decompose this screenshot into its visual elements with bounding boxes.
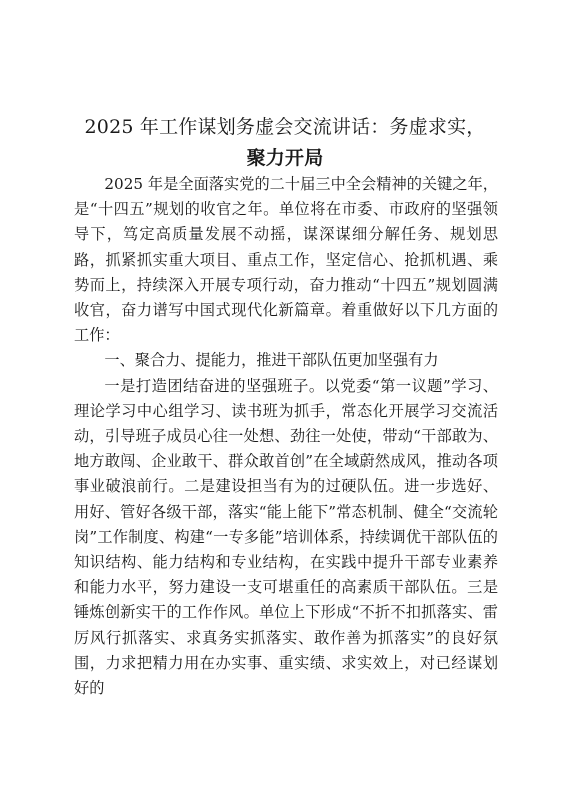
body-paragraph: 一是打造团结奋进的坚强班子。以党委“第一议题”学习、理论学习中心组学习、读书班为抓手，常态化开展学习交流活动，引导班子成员心往一处想、劲往一处使，带动“干部敢为、地方敢闯、企业敢干、群众敢首创”在全域蔚然成风，推动各项事业破浪前行。二是建设担当有为的过硬队伍。进一步选好、用好、管好各级干部，落实“能上能下”常态机制、健全“交流轮岗”工作制度、构建“一专多能”培训体系，持续调优干部队伍的知识结构、能力结构和专业结构，在实践中提升干部专业素养和能力水平，努力建设一支可堪重任的高素质干部队伍。三是锤炼创新实干的工作作风。单位上下形成“不折不扣抓落实、雷厉风行抓落实、求真务实抓落实、敢作善为抓落实”的良好氛围，力求把精力用在办实事、重实绩、求实效上，对已经谋划好的 xyxy=(74,376,498,698)
title-line-1: 2025 年工作谋划务虚会交流讲话：务虚求实， xyxy=(84,116,486,138)
title-line-2: 聚力开局 xyxy=(246,147,324,169)
section-heading: 一、聚合力、提能力，推进干部队伍更加坚强有力 xyxy=(104,351,439,370)
document-title xyxy=(60,112,510,174)
document-body xyxy=(74,172,498,701)
intro-paragraph: 2025 年是全面落实党的二十届三中全会精神的关键之年，是“十四五”规划的收官之年。单位将在市委、市政府的坚强领导下，笃定高质量发展不动摇，谋深谋细分解任务、规划思路，抓紧抓实重大项目、重点工作，坚定信心、抢抓机遇、乘势而上，持续深入开展专项行动，奋力推动“十四五”规划圆满收官，奋力谱写中国式现代化新篇章。着重做好以下几方面的工作： xyxy=(74,175,498,345)
